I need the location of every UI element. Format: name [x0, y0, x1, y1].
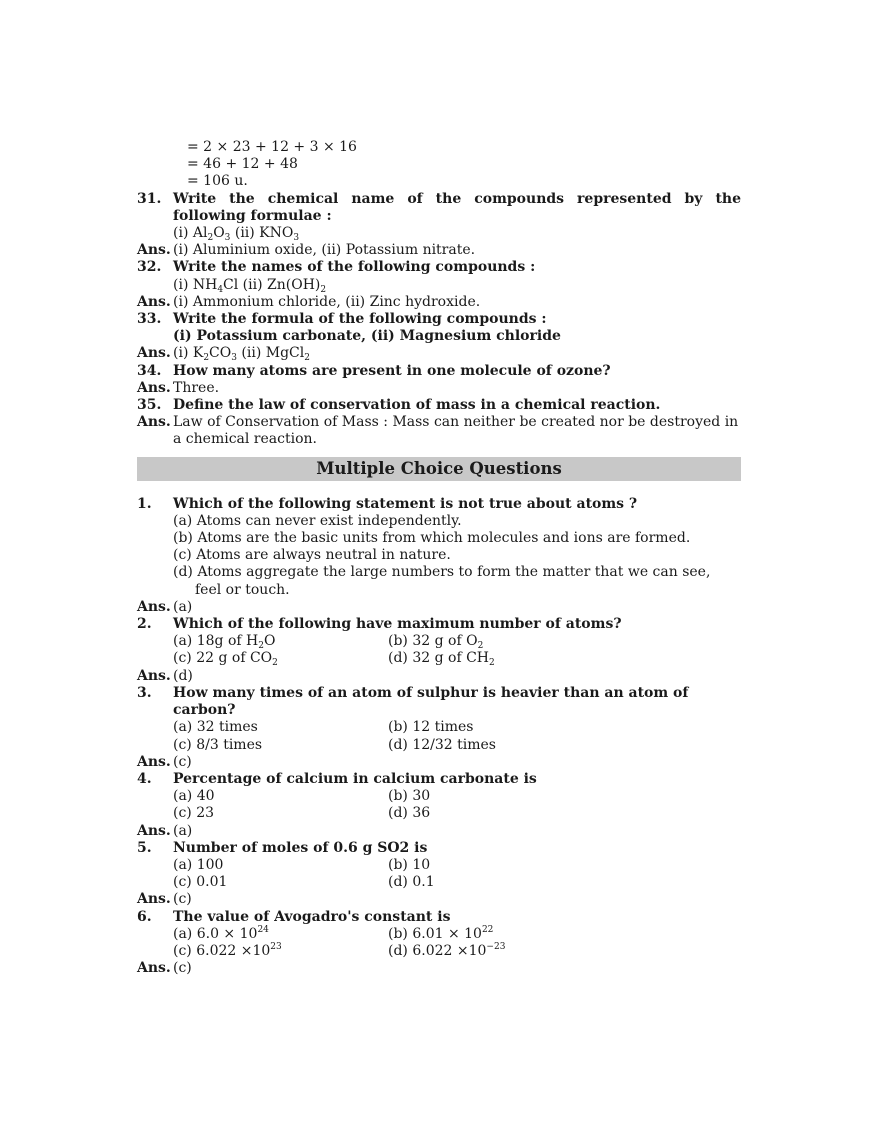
question-text: Write the chemical name of the compounds represented by the following formulae :: [173, 190, 741, 224]
answer-label: Ans.: [137, 822, 171, 839]
answer-text: (a): [173, 822, 193, 839]
option-b: (b) 30: [388, 788, 431, 805]
question-text: The value of Avogadro's constant is: [173, 908, 451, 925]
question-number: 32.: [137, 259, 162, 276]
option-a: (a) 40: [173, 788, 215, 805]
option-a: (a) 18g of $H_2O$: [173, 633, 276, 652]
mcq-4-answer: [137, 823, 741, 840]
mcq-6-answer: [137, 960, 741, 977]
answer-text: (c): [173, 753, 192, 770]
answer-text: (i) $K_2CO_3$ (ii) MgCl$_2$: [173, 345, 310, 364]
option-a: (a) 100: [173, 856, 224, 873]
question-number: 6.: [137, 908, 152, 925]
answer-text: (c): [173, 891, 192, 908]
answer-label: Ans.: [137, 345, 171, 362]
option-d: (d) 32 g of $CH_2$: [388, 650, 495, 669]
question-number: 33.: [137, 311, 162, 328]
page-content: [137, 139, 741, 977]
answer-32: [137, 294, 741, 311]
option-d: (d) $6.022 \times 10^{-23}$: [388, 941, 506, 959]
question-number: 31.: [137, 190, 162, 207]
answer-label: Ans.: [137, 379, 171, 396]
question-text: Define the law of conservation of mass in a chemical reaction.: [173, 397, 661, 414]
question-number: 1.: [137, 495, 152, 512]
question-number: 2.: [137, 616, 152, 633]
calc-line-2: = 46 + 12 + 48: [187, 156, 298, 173]
option-c: (c) 8/3 times: [173, 736, 263, 753]
mcq-3: [137, 685, 741, 754]
option-d: (d) 12/32 times: [388, 736, 496, 753]
answer-label: Ans.: [137, 753, 171, 770]
formula-line: (i) $NH_4Cl$ (ii) $Zn(OH)_2$: [173, 276, 327, 295]
answer-text: (d): [173, 667, 193, 684]
question-text: How many atoms are present in one molecule of ozone?: [173, 362, 611, 379]
mcq-4: [137, 771, 741, 823]
option-d: (d) 0.1: [388, 874, 435, 891]
question-text: Write the names of the following compounds :: [173, 259, 536, 276]
mcq-1: [137, 496, 741, 599]
answer-label: Ans.: [137, 414, 171, 431]
answer-label: Ans.: [137, 960, 171, 977]
question-text: Which of the following have maximum number of atoms?: [173, 616, 622, 633]
question-text: Write the formula of the following compounds :: [173, 311, 547, 328]
question-text: Percentage of calcium in calcium carbonate is: [173, 770, 537, 787]
question-number: 35.: [137, 397, 162, 414]
option-a: (a) Atoms can never exist independently.: [173, 512, 462, 529]
answer-34: [137, 380, 741, 397]
option-d: (d) Atoms aggregate the large numbers to form the matter that we can see, feel or touch.: [173, 564, 711, 598]
answer-text: (i) Aluminium oxide, (ii) Potassium nitrate.: [173, 242, 476, 259]
calc-line-1: = 2 × 23 + 12 + 3 × 16: [187, 139, 357, 155]
option-c: (c) 23: [173, 805, 215, 822]
question-text-2: (i) Potassium carbonate, (ii) Magnesium chloride: [173, 328, 561, 345]
option-b: (b) $6.01 \times 10^{22}$: [388, 924, 494, 942]
formula-line: (i) $Al_2O_3$ (ii) $KNO_3$: [173, 225, 300, 244]
question-number: 5.: [137, 839, 152, 856]
answer-label: Ans.: [137, 891, 171, 908]
question-number: 3.: [137, 684, 152, 701]
answer-label: Ans.: [137, 293, 171, 310]
calc-line-3: = 106 u.: [187, 173, 248, 190]
question-32: [137, 259, 741, 293]
mcq-heading: Multiple Choice Questions: [137, 457, 741, 481]
question-33: [137, 311, 741, 345]
option-c: (c) $6.022 \times 10^{23}$: [173, 941, 282, 959]
question-text: How many times of an atom of sulphur is heavier than an atom of carbon?: [173, 684, 689, 719]
question-text: Number of moles of 0.6 g SO2 is: [173, 839, 428, 856]
option-a: (a) 32 times: [173, 719, 258, 736]
mcq-2-answer: [137, 668, 741, 685]
answer-35: [137, 414, 741, 448]
question-number: 34.: [137, 362, 162, 379]
option-b: (b) 10: [388, 856, 431, 873]
question-34: [137, 363, 741, 380]
answer-text: (c): [173, 960, 192, 977]
mcq-5-answer: [137, 891, 741, 908]
question-31: [137, 191, 741, 243]
answer-text: Law of Conservation of Mass : Mass can neither be created nor be destroyed in a chemical reaction.: [173, 414, 739, 448]
answer-31: [137, 242, 741, 259]
answer-label: Ans.: [137, 667, 171, 684]
answer-text: (a): [173, 598, 193, 615]
option-b: (b) 12 times: [388, 719, 474, 736]
mcq-1-answer: [137, 599, 741, 616]
option-c: (c) 22 g of $CO_2$: [173, 650, 278, 669]
question-number: 4.: [137, 770, 152, 787]
option-b: (b) Atoms are the basic units from which molecules and ions are formed.: [173, 530, 691, 547]
answer-text: (i) Ammonium chloride, (ii) Zinc hydroxide.: [173, 293, 481, 310]
option-d: (d) 36: [388, 805, 431, 822]
mcq-2: [137, 616, 741, 668]
option-a: (a) $6.0 \times 10^{24}$: [173, 924, 269, 942]
option-b: (b) 32 g of $O_2$: [388, 633, 484, 652]
answer-33: [137, 345, 741, 362]
mcq-5: [137, 840, 741, 892]
mcq-3-answer: [137, 754, 741, 771]
mcq-6: [137, 909, 741, 961]
answer-label: Ans.: [137, 242, 171, 259]
option-c: (c) 0.01: [173, 874, 228, 891]
answer-text: Three.: [173, 379, 220, 396]
question-35: [137, 397, 741, 414]
option-c: (c) Atoms are always neutral in nature.: [173, 547, 451, 564]
answer-label: Ans.: [137, 598, 171, 615]
question-text: Which of the following statement is not true about atoms ?: [173, 495, 638, 512]
